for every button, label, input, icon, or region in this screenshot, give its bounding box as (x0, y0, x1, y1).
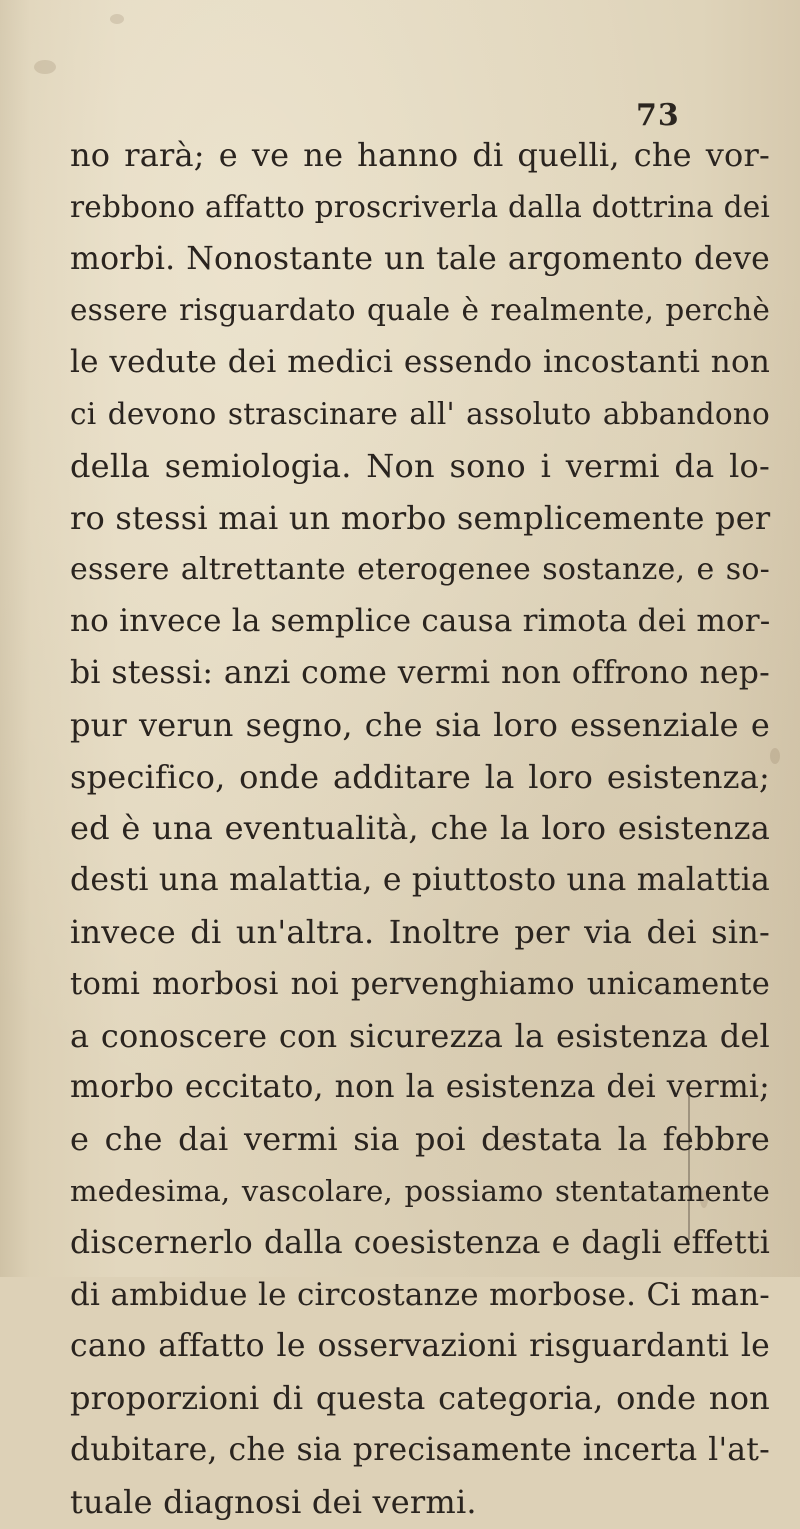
text-line: di ambidue le circostanze morbose. Ci man- (70, 1276, 770, 1313)
text-line: a conoscere con sicurezza la esistenza del (70, 1016, 770, 1055)
text-line: essere risguardato quale è realmente, perchè (70, 293, 770, 328)
text-line: e che dai vermi sia poi destata la febbre (70, 1120, 770, 1159)
text-line: invece di un'altra. Inoltre per via dei sin- (70, 912, 770, 951)
text-line: medesima, vascolare, possiamo stentatamente (70, 1173, 770, 1208)
text-line: proporzioni di questa categoria, onde non (70, 1379, 770, 1418)
text-line: morbo eccitato, non la esistenza dei vermi; (70, 1069, 770, 1106)
text-line: le vedute dei medici essendo incostanti non (70, 344, 770, 381)
text-line: ci devono strascinare all' assoluto abbandono (70, 396, 770, 431)
text-line: no rarà; e ve ne hanno di quelli, che vor- (70, 136, 770, 174)
text-line: desti una malattia, e piuttosto una malattia (70, 862, 770, 899)
text-line: ro stessi mai un morbo semplicemente per (70, 498, 771, 537)
text-line: della semiologia. Non sono i vermi da lo- (70, 446, 770, 485)
paper-stain (110, 14, 124, 24)
text-line: no invece la semplice causa rimota dei mor- (70, 603, 771, 640)
text-line: bi stessi: anzi come vermi non offrono nep- (70, 654, 770, 691)
text-line: rebbono affatto proscriverla dalla dottrina dei (70, 189, 770, 224)
body-text (70, 130, 770, 1529)
paper-stain (34, 60, 56, 74)
page-number: 73 (636, 98, 680, 133)
text-line: essere altrettante eterogenee sostanze, e so- (70, 552, 770, 588)
text-line: tomi morbosi noi pervenghiamo unicamente (70, 966, 770, 1002)
text-line: ed è una eventualità, che la loro esistenza (70, 809, 770, 848)
text-line: cano affatto le osservazioni risguardanti le (70, 1328, 770, 1365)
text-line: pur verun segno, che sia loro essenziale e (70, 705, 770, 744)
paper-stain (770, 748, 780, 764)
text-line: tuale diagnosi dei vermi. (70, 1482, 477, 1521)
text-line: discernerlo dalla coesistenza e dagli effetti (70, 1224, 770, 1261)
text-line: morbi. Nonostante un tale argomento deve (70, 240, 770, 277)
text-line: dubitare, che sia precisamente incerta l'at- (70, 1431, 770, 1468)
text-line: specifico, onde additare la loro esistenza; (70, 757, 770, 796)
